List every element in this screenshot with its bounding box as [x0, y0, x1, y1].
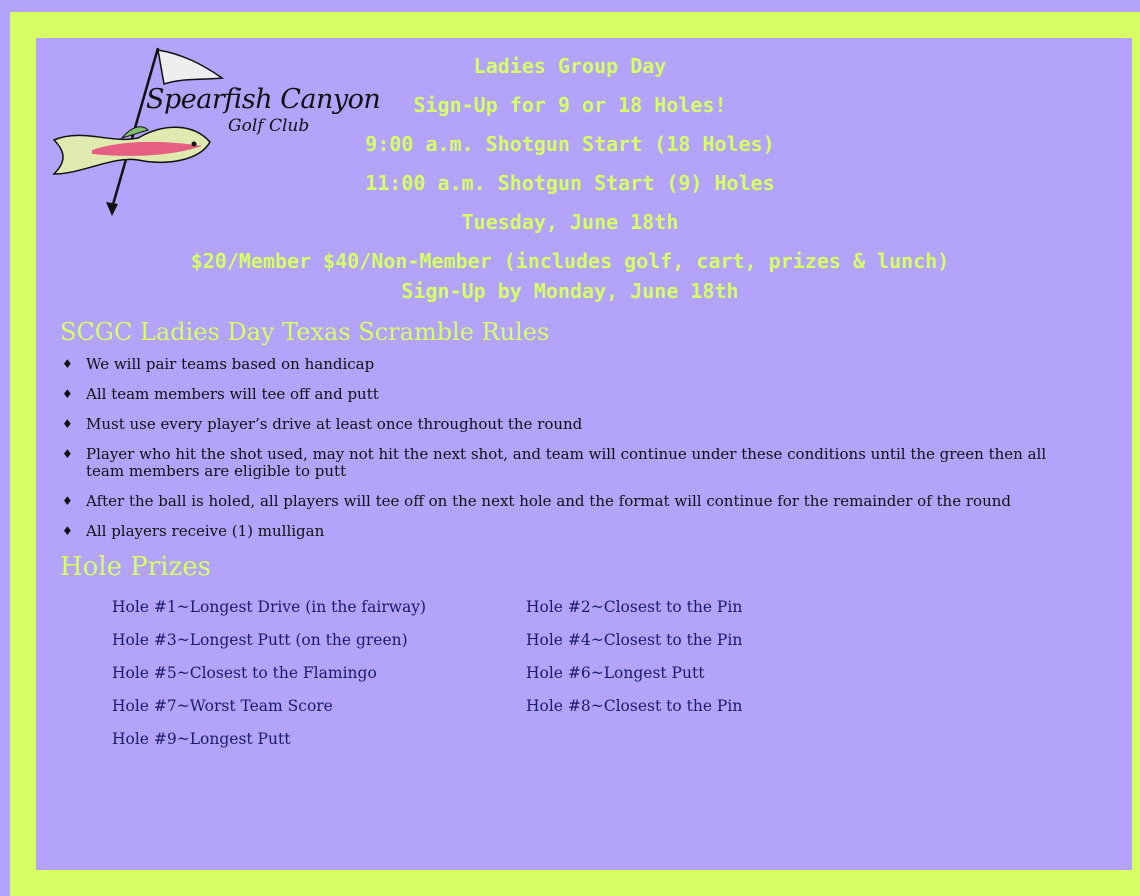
diamond-bullet-icon: ♦	[62, 524, 73, 538]
rules-list	[60, 356, 1070, 553]
pricing: $20/Member $40/Non-Member (includes golf, cart, prizes & lunch)	[190, 249, 950, 273]
diamond-bullet-icon: ♦	[62, 447, 73, 461]
prize-hole-7: Hole #7~Worst Team Score	[112, 697, 333, 715]
list-item: ♦ Player who hit the shot used, may not hit the next shot, and team will continue under these conditions until the green then all team members are eligible to putt	[62, 445, 1047, 480]
prize-hole-2: Hole #2~Closest to the Pin	[526, 598, 743, 616]
diamond-bullet-icon: ♦	[62, 494, 73, 508]
event-header	[160, 56, 980, 320]
diamond-bullet-icon: ♦	[62, 417, 73, 431]
event-date: Tuesday, June 18th	[461, 210, 679, 234]
diamond-bullet-icon: ♦	[62, 387, 73, 401]
start-18: 9:00 a.m. Shotgun Start (18 Holes)	[365, 132, 775, 156]
signup-deadline: Sign-Up by Monday, June 18th	[401, 279, 739, 303]
list-item: ♦ We will pair teams based on handicap	[62, 355, 375, 373]
event-title: Ladies Group Day	[473, 54, 667, 78]
prize-hole-6: Hole #6~Longest Putt	[526, 664, 705, 682]
prize-hole-5: Hole #5~Closest to the Flamingo	[112, 664, 377, 682]
list-item: ♦ All players receive (1) mulligan	[62, 522, 325, 540]
prize-hole-9: Hole #9~Longest Putt	[112, 730, 291, 748]
logo-line1: Spearfish Canyon	[146, 84, 381, 115]
rules-title: SCGC Ladies Day Texas Scramble Rules	[60, 318, 550, 346]
prizes-title: Hole Prizes	[60, 552, 211, 582]
start-9: 11:00 a.m. Shotgun Start (9) Holes	[365, 171, 775, 195]
list-item: ♦ After the ball is holed, all players will tee off on the next hole and the format will continue for the remainder of the round	[62, 492, 1011, 510]
prize-hole-4: Hole #4~Closest to the Pin	[526, 631, 743, 649]
diamond-bullet-icon: ♦	[62, 357, 73, 371]
prize-hole-3: Hole #3~Longest Putt (on the green)	[112, 631, 408, 649]
list-item: ♦ All team members will tee off and putt	[62, 385, 379, 403]
prize-hole-8: Hole #8~Closest to the Pin	[526, 697, 743, 715]
prize-hole-1: Hole #1~Longest Drive (in the fairway)	[112, 598, 427, 616]
list-item: ♦ Must use every player’s drive at least once throughout the round	[62, 415, 583, 433]
signup-holes: Sign-Up for 9 or 18 Holes!	[413, 93, 727, 117]
logo-line2: Golf Club	[228, 116, 310, 136]
